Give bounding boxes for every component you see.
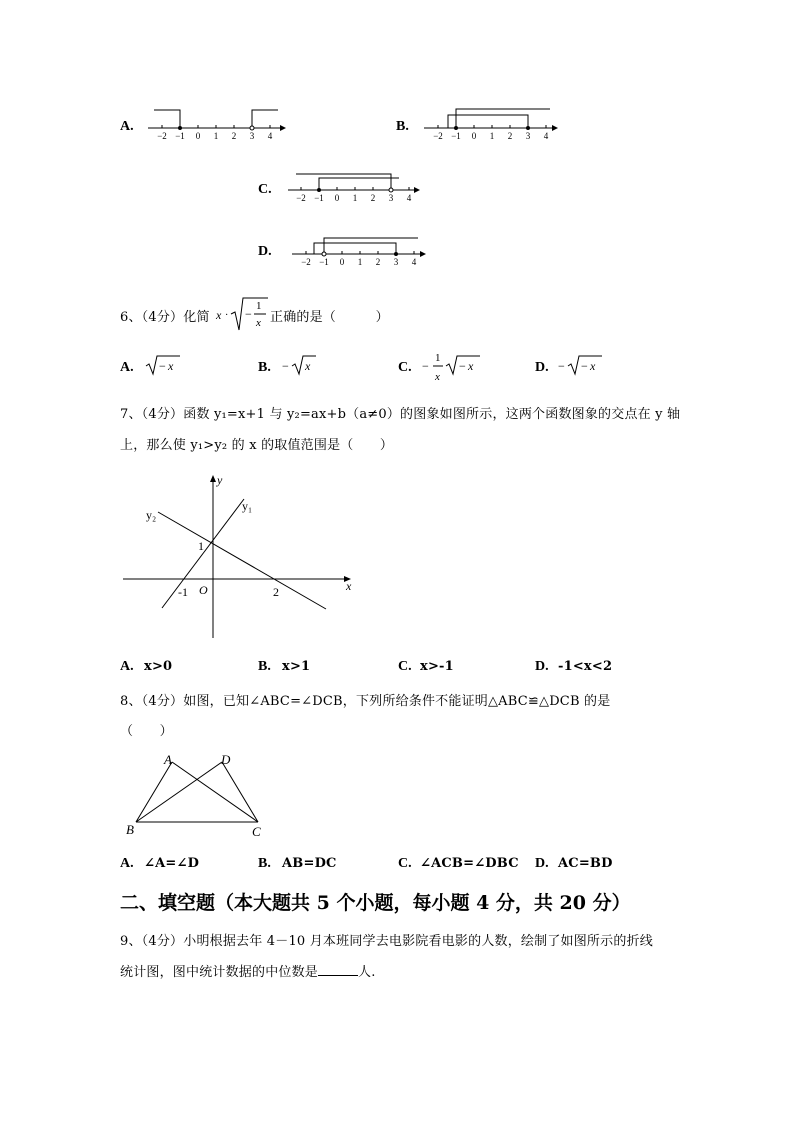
q6-option-a-text: √−x <box>144 352 146 353</box>
q5-option-d-label[interactable]: D. <box>258 244 272 259</box>
tick-1-label: 1 <box>198 539 204 553</box>
q8-option-d-label[interactable]: D. <box>535 856 549 871</box>
q8-option-c-label[interactable]: C. <box>398 856 412 871</box>
q6-option-b-label[interactable]: B. <box>258 360 271 375</box>
tick-label: 2 <box>370 193 376 203</box>
q5-option-a-number-line[interactable] <box>140 104 290 144</box>
q7-option-c-label[interactable]: C. <box>398 659 412 674</box>
tick-label: −2 <box>296 193 306 203</box>
q6-option-b-text: −√x <box>282 352 284 353</box>
tick-label: 2 <box>375 257 381 267</box>
q6-option-d-label[interactable]: D. <box>535 360 549 375</box>
q5-option-a-label[interactable]: A. <box>120 119 134 134</box>
q9-line2-after: 人. <box>358 965 376 980</box>
svg-text:−: − <box>558 359 565 373</box>
q9-line2 <box>120 961 376 980</box>
q9-line2-before: 统计图，图中统计数据的中位数是 <box>120 965 319 980</box>
y2-label: y₂ <box>146 508 157 522</box>
q6-option-d-math[interactable] <box>558 352 606 378</box>
tick-label: −2 <box>433 131 443 141</box>
tick-label: 1 <box>489 131 495 141</box>
tick-label: −1 <box>175 131 185 141</box>
tick-label: 0 <box>339 257 345 267</box>
tick-label: −2 <box>301 257 311 267</box>
q7-graph <box>118 470 368 645</box>
tick-label: −1 <box>319 257 329 267</box>
q5-option-c-number-line[interactable] <box>282 166 432 206</box>
q6-option-d-text: −√−x <box>558 352 561 353</box>
q8-option-a-text[interactable]: ∠A=∠D <box>144 856 200 871</box>
y1-label: y₁ <box>242 499 253 513</box>
q8-option-b-label[interactable]: B. <box>258 856 271 871</box>
tick-label: 0 <box>195 131 201 141</box>
q6-option-b-math[interactable] <box>282 352 322 378</box>
q6-suffix: 正确的是（ ） <box>270 310 389 325</box>
q6-expression <box>214 292 270 336</box>
q8-option-b-text[interactable]: AB=DC <box>282 856 337 871</box>
q5-option-b-number-line[interactable] <box>418 104 568 144</box>
svg-text:−: − <box>282 359 289 373</box>
q7-option-d-label[interactable]: D. <box>535 659 549 674</box>
section-2-title: 二、填空题（本大题共 5 个小题，每小题 4 分，共 20 分） <box>120 892 631 914</box>
tick-2-label: 2 <box>273 585 279 599</box>
q8-line1: 8、（4分）如图，已知∠ABC=∠DCB，下列所给条件不能证明△ABC≌△DCB 的是 <box>120 694 611 709</box>
q7-line2: 上，那么使 y₁>y₂ 的 x 的取值范围是（ ） <box>120 438 394 453</box>
q6-option-c-text: −(1/x)√−x <box>420 344 425 345</box>
q6-expr-x: x <box>216 308 222 322</box>
tick-label: 1 <box>357 257 363 267</box>
svg-text:−: − <box>245 307 252 321</box>
q6-frac-num: 1 <box>256 300 262 312</box>
svg-text:−: − <box>422 359 429 373</box>
svg-text:x: x <box>168 359 174 373</box>
q7-option-b-text[interactable]: x>1 <box>282 659 311 674</box>
svg-text:x: x <box>305 359 311 373</box>
q6-option-a-label[interactable]: A. <box>120 360 134 375</box>
tick-label: 4 <box>406 193 412 203</box>
q6-prefix: 6、（4分）化简 <box>120 310 210 325</box>
vertex-a-label: A <box>164 752 172 767</box>
vertex-b-label: B <box>126 822 134 837</box>
q6-option-c-math[interactable] <box>420 344 484 388</box>
svg-text:1: 1 <box>435 352 441 364</box>
tick-label: 4 <box>267 131 273 141</box>
q7-option-a-text[interactable]: x>0 <box>144 659 173 674</box>
tick-label: 3 <box>249 131 255 141</box>
q8-option-a-label[interactable]: A. <box>120 856 134 871</box>
svg-text:−: − <box>581 359 588 373</box>
tick-label: 2 <box>231 131 237 141</box>
q9-line1: 9、（4分）小明根据去年 4－10 月本班同学去电影院看电影的人数，绘制了如图所示的折线 <box>120 934 653 949</box>
tick-label: 1 <box>352 193 358 203</box>
q7-option-a-label[interactable]: A. <box>120 659 134 674</box>
vertex-c-label: C <box>252 824 261 839</box>
tick-label: −1 <box>451 131 461 141</box>
tick-label: 0 <box>471 131 477 141</box>
tick-label: 3 <box>393 257 399 267</box>
tick-neg1-label: -1 <box>178 585 188 599</box>
svg-text:x: x <box>435 371 440 383</box>
svg-text:−: − <box>159 359 166 373</box>
q5-option-c-label[interactable]: C. <box>258 182 272 197</box>
svg-text:x: x <box>590 359 596 373</box>
tick-label: −2 <box>157 131 167 141</box>
q8-option-c-text[interactable]: ∠ACB=∠DBC <box>420 856 519 871</box>
q8-triangle-figure <box>118 748 278 840</box>
x-axis-label: x <box>346 579 352 593</box>
svg-text:·: · <box>225 310 229 321</box>
svg-text:x: x <box>468 359 474 373</box>
y-axis-label: y <box>217 473 223 487</box>
q7-line1: 7、（4分）函数 y₁=x+1 与 y₂=ax+b（a≠0）的图象如图所示，这两个函数图象的交点在 y 轴 <box>120 407 681 422</box>
q8-line2: （ ） <box>120 724 173 739</box>
tick-label: −1 <box>314 193 324 203</box>
q7-option-b-label[interactable]: B. <box>258 659 271 674</box>
q6-option-a-math[interactable] <box>144 352 184 378</box>
svg-text:−: − <box>459 359 466 373</box>
tick-label: 3 <box>525 131 531 141</box>
q7-option-d-text[interactable]: -1<x<2 <box>558 659 613 674</box>
q7-option-c-text[interactable]: x>-1 <box>420 659 454 674</box>
tick-label: 4 <box>543 131 549 141</box>
q5-option-b-label[interactable]: B. <box>396 119 409 134</box>
q9-answer-blank[interactable] <box>318 963 358 976</box>
vertex-d-label: D <box>221 752 231 767</box>
tick-label: 0 <box>334 193 340 203</box>
tick-label: 1 <box>213 131 219 141</box>
q6-option-c-label[interactable]: C. <box>398 360 412 375</box>
q6-frac-den: x <box>256 317 261 329</box>
tick-label: 4 <box>411 257 417 267</box>
q5-option-d-number-line[interactable] <box>286 230 436 270</box>
origin-label: O <box>199 583 208 597</box>
tick-label: 2 <box>507 131 513 141</box>
q8-option-d-text[interactable]: AC=BD <box>558 856 613 871</box>
tick-label: 3 <box>388 193 394 203</box>
